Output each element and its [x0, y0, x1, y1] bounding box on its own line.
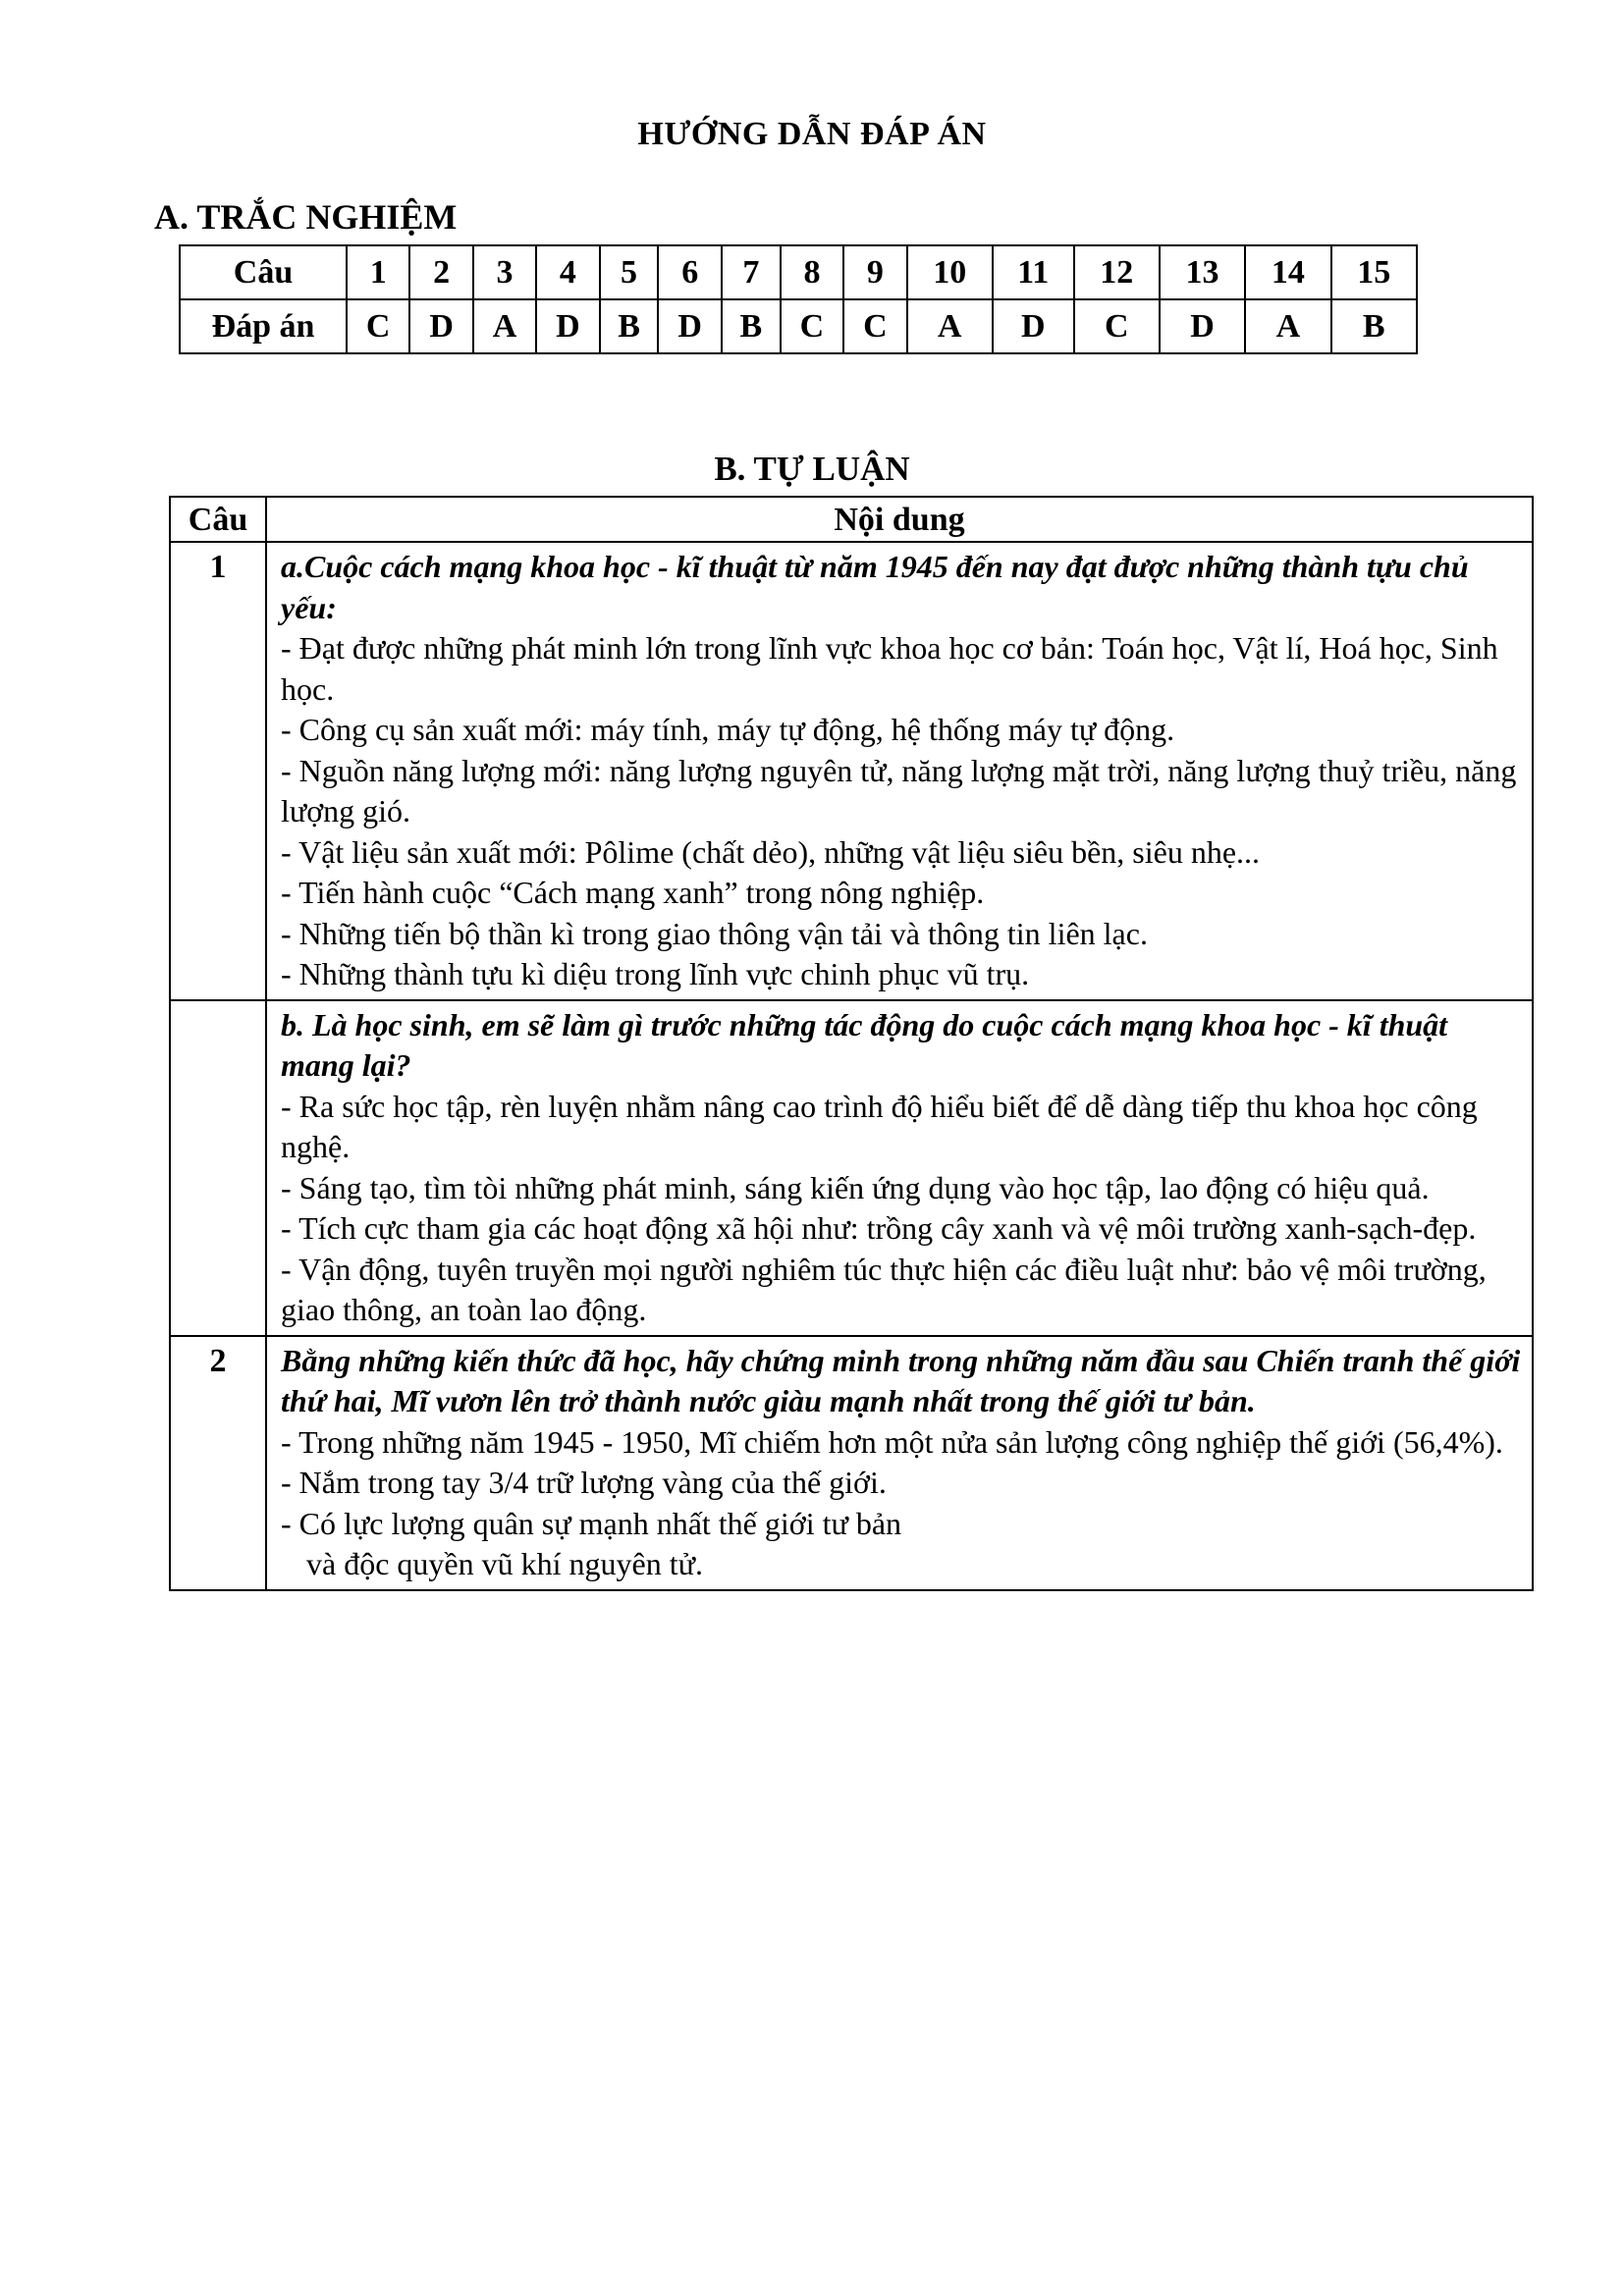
question-number: 4 [536, 245, 599, 299]
answer-line: - Những thành tựu kì diệu trong lĩnh vực chinh phục vũ trụ. [281, 956, 1030, 991]
page-title: HƯỚNG DẪN ĐÁP ÁN [637, 116, 987, 152]
answer-cell: C [1074, 299, 1160, 353]
question-number: 8 [781, 245, 843, 299]
essay-row [170, 1336, 1533, 1590]
question-title: b. Là học sinh, em sẽ làm gì trước những tác động do cuộc cách mạng khoa học - kĩ thuật mang lại? [281, 1006, 1448, 1083]
column-header-content: Nội dung [266, 497, 1533, 542]
essay-header-row [170, 497, 1533, 542]
question-number: 13 [1160, 245, 1245, 299]
question-number: 9 [843, 245, 906, 299]
question-number: 2 [170, 1336, 266, 1590]
answer-cell: C [347, 299, 409, 353]
answer-content [266, 1000, 1533, 1336]
answer-line: - Trong những năm 1945 - 1950, Mĩ chiếm hơn một nửa sản lượng công nghiệp thế giới (56,4%). [281, 1423, 1503, 1460]
answer-cell: C [781, 299, 843, 353]
question-number: 2 [409, 245, 472, 299]
answer-content [266, 542, 1533, 1000]
essay-row [170, 1000, 1533, 1336]
question-number: 3 [473, 245, 536, 299]
answer-cell: D [409, 299, 472, 353]
answer-content [266, 1336, 1533, 1590]
answer-cell: C [843, 299, 906, 353]
row-label-question: Câu [180, 245, 347, 299]
question-title: Bằng những kiến thức đã học, hãy chứng minh trong những năm đầu sau Chiến tranh thế giới thứ hai, Mĩ vươn lên trở thành nước giàu mạnh nhất trong thế giới tư bản. [281, 1342, 1521, 1418]
answer-cell: A [1245, 299, 1330, 353]
answer-cell: D [536, 299, 599, 353]
answer-cell: D [1160, 299, 1245, 353]
answer-line: - Sáng tạo, tìm tòi những phát minh, sáng kiến ứng dụng vào học tập, lao động có hiệu quả. [281, 1169, 1430, 1205]
answer-cell: A [473, 299, 536, 353]
question-title: a.Cuộc cách mạng khoa học - kĩ thuật từ năm 1945 đến nay đạt được những thành tựu chủ yếu: [281, 549, 1469, 625]
question-number: 11 [993, 245, 1074, 299]
answer-line: - Đạt được những phát minh lớn trong lĩnh vực khoa học cơ bản: Toán học, Vật lí, Hoá học, Sinh học. [281, 630, 1498, 707]
answer-cell: D [658, 299, 721, 353]
question-number: 7 [722, 245, 781, 299]
question-number: 10 [907, 245, 993, 299]
question-number: 6 [658, 245, 721, 299]
column-header-question: Câu [170, 497, 266, 542]
question-number: 1 [170, 542, 266, 1000]
answer-line: - Nắm trong tay 3/4 trữ lượng vàng của thế giới. [281, 1465, 887, 1500]
answer-line: - Vận động, tuyên truyền mọi người nghiêm túc thực hiện các điều luật như: bảo vệ môi trường, giao thông, an toàn lao động. [281, 1251, 1487, 1327]
row-label-answer: Đáp án [180, 299, 347, 353]
answer-line: - Tích cực tham gia các hoạt động xã hội như: trồng cây xanh và vệ môi trường xanh-sạch-đẹp. [281, 1210, 1477, 1246]
essay-table [169, 496, 1534, 1591]
question-number-row [180, 245, 1417, 299]
section-a-heading: A. TRẮC NGHIỆM [154, 197, 458, 237]
question-number [170, 1000, 266, 1336]
section-b-heading: B. TỰ LUẬN [714, 450, 910, 488]
answer-cell: A [907, 299, 993, 353]
answer-key-table [179, 244, 1418, 354]
answer-cell: B [722, 299, 781, 353]
answer-row [180, 299, 1417, 353]
answer-cell: B [600, 299, 659, 353]
question-number: 14 [1245, 245, 1330, 299]
essay-row [170, 542, 1533, 1000]
question-number: 5 [600, 245, 659, 299]
answer-line: - Có lực lượng quân sự mạnh nhất thế giới tư bản [281, 1505, 902, 1541]
answer-cell: D [993, 299, 1074, 353]
question-number: 12 [1074, 245, 1160, 299]
question-number: 1 [347, 245, 409, 299]
answer-line: - Công cụ sản xuất mới: máy tính, máy tự động, hệ thống máy tự động. [281, 712, 1175, 747]
answer-line: - Những tiến bộ thần kì trong giao thông vận tải và thông tin liên lạc. [281, 915, 1148, 951]
answer-line: - Nguồn năng lượng mới: năng lượng nguyên tử, năng lượng mặt trời, năng lượng thuỷ triều, năng lượng gió. [281, 752, 1517, 828]
answer-line: - Vật liệu sản xuất mới: Pôlime (chất dẻo), những vật liệu siêu bền, siêu nhẹ... [281, 833, 1261, 870]
answer-line: - Tiến hành cuộc “Cách mạng xanh” trong nông nghiệp. [281, 875, 985, 910]
answer-line: và độc quyền vũ khí nguyên tử. [306, 1546, 703, 1581]
answer-line: - Ra sức học tập, rèn luyện nhằm nâng cao trình độ hiểu biết để dễ dàng tiếp thu khoa học công nghệ. [281, 1088, 1478, 1164]
question-number: 15 [1331, 245, 1418, 299]
answer-cell: B [1331, 299, 1418, 353]
